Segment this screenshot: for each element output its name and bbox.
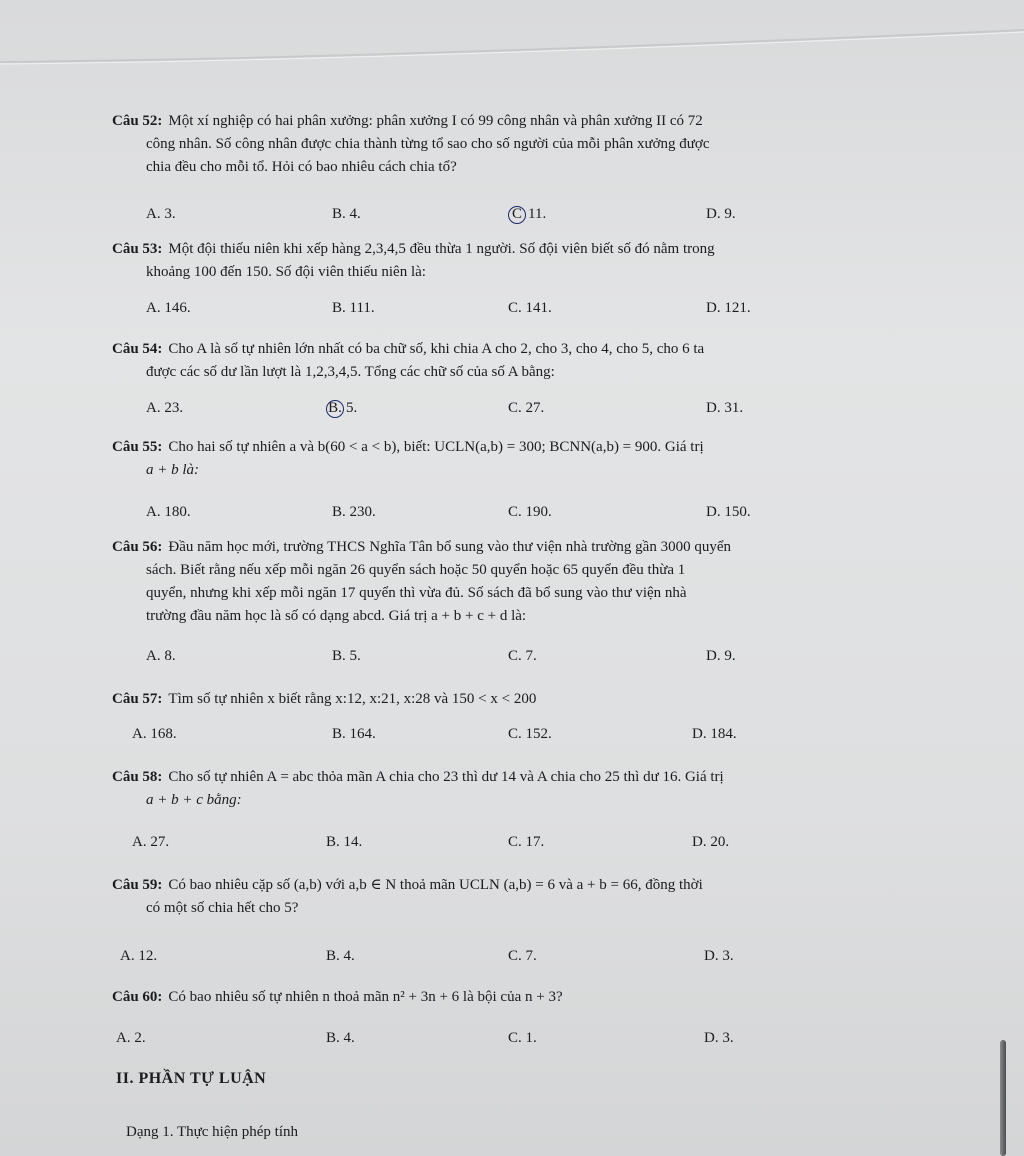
question-line: sách. Biết rằng nếu xếp mỗi ngăn 26 quyển sách hoặc 50 quyển hoặc 65 quyển đều thừa 1 <box>146 562 686 578</box>
question-label: Câu 56: <box>112 539 163 555</box>
option-d[interactable]: D. 150. <box>706 504 751 520</box>
option-d[interactable]: D. 3. <box>704 948 734 964</box>
answer-options <box>112 1030 972 1052</box>
question-label: Câu 58: <box>112 769 163 785</box>
option-b[interactable]: B. 164. <box>332 726 376 742</box>
option-d[interactable]: D. 9. <box>706 206 736 222</box>
question-line: được các số dư lần lượt là 1,2,3,4,5. Tổng các chữ số của số A bằng: <box>146 364 555 380</box>
option-c[interactable]: C. 27. <box>508 400 545 416</box>
question-54 <box>112 338 972 384</box>
question-60 <box>112 986 972 1009</box>
question-line: khoảng 100 đến 150. Số đội viên thiếu niên là: <box>146 264 426 280</box>
question-label: Câu 57: <box>112 691 163 707</box>
question-label: Câu 52: <box>112 113 163 129</box>
question-55 <box>112 436 972 482</box>
option-d[interactable]: D. 20. <box>692 834 730 850</box>
answer-options <box>112 948 972 970</box>
answer-options <box>112 648 972 670</box>
option-d[interactable]: D. 121. <box>706 300 751 316</box>
question-label: Câu 60: <box>112 989 163 1005</box>
option-c-circled[interactable] <box>508 206 546 224</box>
pen-circle-mark: C <box>508 206 526 224</box>
option-b-circled[interactable] <box>326 400 357 418</box>
option-b[interactable]: B. 111. <box>332 300 375 316</box>
option-c[interactable]: C. 141. <box>508 300 552 316</box>
question-52 <box>112 110 972 179</box>
question-line: a + b + c bằng: <box>146 792 242 808</box>
question-line: Cho hai số tự nhiên a và b(60 < a < b), biết: UCLN(a,b) = 300; BCNN(a,b) = 900. Giá trị <box>168 439 704 455</box>
question-line: chia đều cho mỗi tổ. Hỏi có bao nhiêu cách chia tổ? <box>146 159 457 175</box>
question-line: Cho số tự nhiên A = abc thỏa mãn A chia cho 23 thì dư 14 và A chia cho 25 thì dư 16. Giá trị <box>168 769 724 785</box>
option-c[interactable]: C. 17. <box>508 834 545 850</box>
question-59 <box>112 874 972 920</box>
option-b[interactable]: B. 5. <box>332 648 361 664</box>
question-57 <box>112 688 972 711</box>
option-b[interactable]: B. 230. <box>332 504 376 520</box>
question-58 <box>112 766 972 812</box>
question-line: Có bao nhiêu số tự nhiên n thoả mãn n² + 3n + 6 là bội của n + 3? <box>168 989 563 1005</box>
option-d[interactable]: D. 31. <box>706 400 744 416</box>
question-line: Một đội thiếu niên khi xếp hàng 2,3,4,5 đều thừa 1 người. Số đội viên biết số đó nằm trong <box>168 241 715 257</box>
answer-options <box>112 400 972 422</box>
question-line: có một số chia hết cho 5? <box>146 900 299 916</box>
answer-options <box>112 300 972 322</box>
question-line: Cho A là số tự nhiên lớn nhất có ba chữ số, khi chia A cho 2, cho 3, cho 4, cho 5, cho 6 ta <box>168 341 705 357</box>
option-c[interactable]: C. 7. <box>508 948 537 964</box>
option-a[interactable]: A. 2. <box>116 1030 146 1046</box>
pen-circle-mark: B. <box>326 400 344 418</box>
option-a[interactable]: A. 180. <box>146 504 191 520</box>
question-line: Đầu năm học mới, trường THCS Nghĩa Tân bổ sung vào thư viện nhà trường gần 3000 quyển <box>168 539 731 555</box>
option-b-text: 5. <box>346 400 358 416</box>
question-line: Một xí nghiệp có hai phân xưởng: phân xưởng I có 99 công nhân và phân xưởng II có 72 <box>168 113 703 129</box>
option-a[interactable]: A. 3. <box>146 206 176 222</box>
option-d[interactable]: D. 9. <box>706 648 736 664</box>
option-a[interactable]: A. 146. <box>146 300 191 316</box>
question-line: quyển, nhưng khi xếp mỗi ngăn 17 quyển thì vừa đủ. Số sách đã bổ sung vào thư viện nhà <box>146 585 687 601</box>
option-a[interactable]: A. 23. <box>146 400 184 416</box>
paper-fold-line <box>0 0 1024 110</box>
question-56 <box>112 536 972 628</box>
question-label: Câu 54: <box>112 341 163 357</box>
option-a[interactable]: A. 12. <box>120 948 158 964</box>
question-line: Tìm số tự nhiên x biết rằng x:12, x:21, x:28 và 150 < x < 200 <box>168 691 537 707</box>
option-d[interactable]: D. 184. <box>692 726 737 742</box>
option-c[interactable]: C. 152. <box>508 726 552 742</box>
question-line: trường đầu năm học là số có dạng abcd. Giá trị a + b + c + d là: <box>146 608 527 624</box>
option-b[interactable]: B. 4. <box>332 206 361 222</box>
answer-options <box>112 834 972 856</box>
option-c[interactable]: C. 7. <box>508 648 537 664</box>
option-b[interactable]: B. 4. <box>326 948 355 964</box>
question-label: Câu 59: <box>112 877 163 893</box>
section-heading: II. PHẦN TỰ LUẬN <box>116 1070 267 1087</box>
question-53 <box>112 238 972 284</box>
option-c-text: 11. <box>528 206 547 222</box>
option-c[interactable]: C. 190. <box>508 504 552 520</box>
option-d[interactable]: D. 3. <box>704 1030 734 1046</box>
question-line: a + b là: <box>146 462 200 478</box>
option-c[interactable]: C. 1. <box>508 1030 537 1046</box>
question-label: Câu 53: <box>112 241 163 257</box>
answer-options <box>112 726 972 748</box>
section-subtitle: Dạng 1. Thực hiện phép tính <box>126 1124 298 1140</box>
option-a[interactable]: A. 27. <box>132 834 170 850</box>
answer-options <box>112 206 972 228</box>
option-a[interactable]: A. 168. <box>132 726 177 742</box>
option-a[interactable]: A. 8. <box>146 648 176 664</box>
page-edge-shadow <box>1000 1040 1006 1156</box>
option-b[interactable]: B. 14. <box>326 834 363 850</box>
question-line: công nhân. Số công nhân được chia thành từng tổ sao cho số người của mỗi phân xưởng được <box>146 136 710 152</box>
question-line: Có bao nhiêu cặp số (a,b) với a,b ∈ N thoả mãn UCLN (a,b) = 6 và a + b = 66, đồng thời <box>168 877 703 893</box>
option-b[interactable]: B. 4. <box>326 1030 355 1046</box>
answer-options <box>112 504 972 526</box>
worksheet-page <box>112 100 982 1156</box>
question-label: Câu 55: <box>112 439 163 455</box>
